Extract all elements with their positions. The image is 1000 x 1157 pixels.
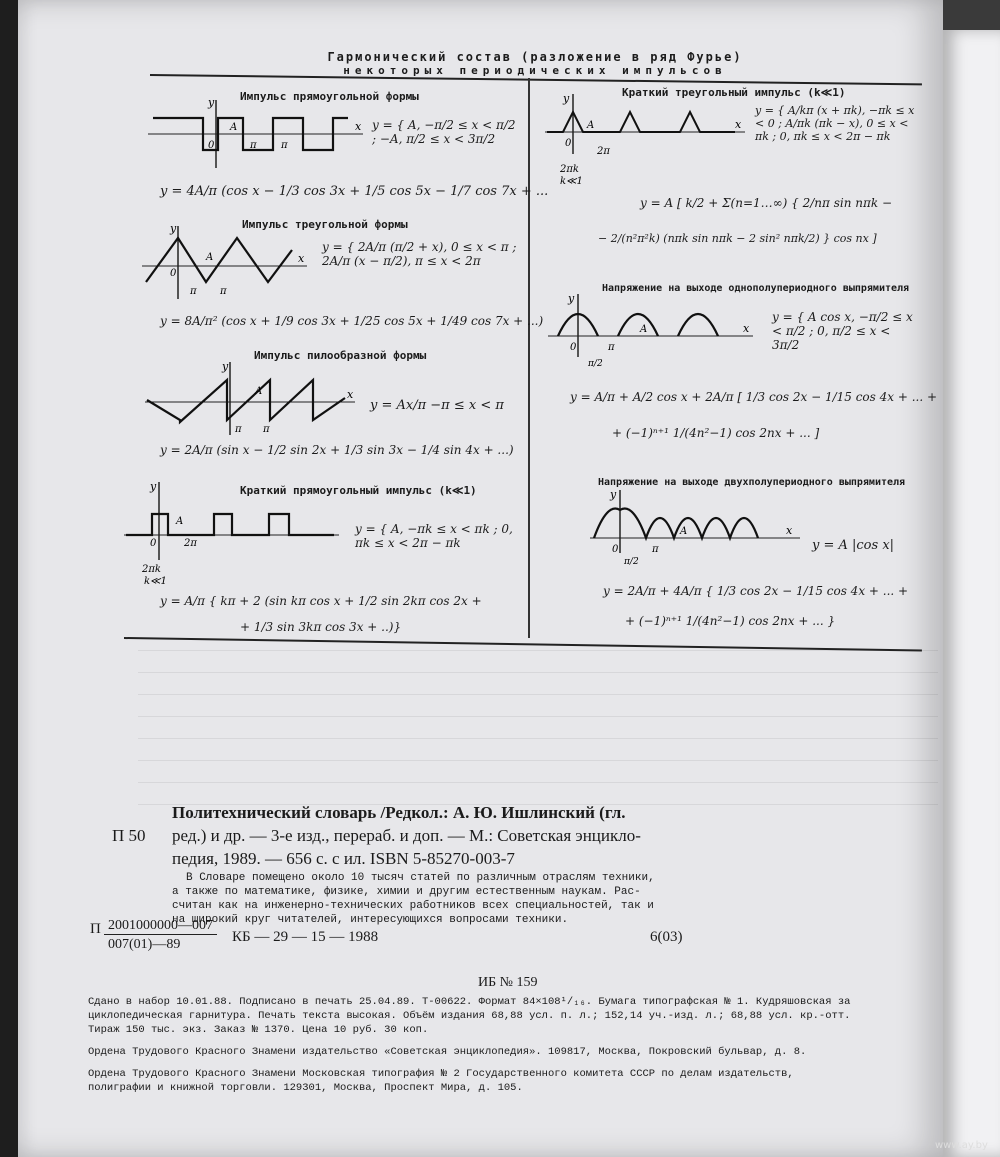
period-label: π [608,342,615,353]
period-label: 2π [597,146,610,157]
formula-series-half-wave-1: y = A/π + A/2 cos x + 2A/π [ 1/3 cos 2x − 1/15 cos 4x + ... + [570,390,938,404]
amplitude-label: A [206,252,214,263]
printer-line-2: полиграфии и книжной торговли. 129301, Москва, Проспект Мира, д. 105. [88,1082,523,1094]
book-spine-shadow [0,0,18,1157]
graph-rectangular [148,98,368,178]
x-axis-label: x [298,252,305,265]
formula-series-full-wave-2: + (−1)ⁿ⁺¹ 1/(4n²−1) cos 2nx + ... } [625,614,836,628]
section-title-half-wave: Напряжение на выходе однополупериодного выпрямителя [602,283,910,294]
period-label: π [652,544,659,555]
y-axis-label: y [563,92,570,105]
formula-series-triangular: y = 8A/π² (cos x + 1/9 cos 3x + 1/25 cos 5x + 1/49 cos 7x + ...) [160,314,544,328]
formula-series-half-wave-2: + (−1)ⁿ⁺¹ 1/(4n²−1) cos 2nx + ... ] [612,426,820,440]
formula-def-short-triangular: y = { A/kπ (x + πk), −πk ≤ x < 0 ; A/πk (πk − x), 0 ≤ x < πk ; 0, πk ≤ x < 2π − πk [755,104,915,143]
column-divider [528,78,530,638]
y-axis-label: y [170,224,177,235]
formula-def-triangular: y = { 2A/π (π/2 + x), 0 ≤ x < π ; 2A/π (x − π/2), π ≤ x < 2π [322,240,517,268]
section-title-triangular: Импульс треугольной формы [242,218,408,231]
annotation-line: а также по математике, физике, химии и другим естественным наукам. Рас- [172,886,641,898]
citation-line-2: ред.) и др. — 3-е изд., перераб. и доп. — М.: Советская энцикло- [172,826,641,845]
origin-label: 0 [570,342,577,353]
x-axis-label: x [735,118,742,131]
x-axis-label: x [347,388,354,401]
period-label: π [190,286,197,297]
section-title-sawtooth: Импульс пилообразной формы [254,349,427,362]
period-label: π [263,424,270,435]
print-info-line: Тираж 150 тыс. экз. Заказ № 1370. Цена 10 руб. 30 коп. [88,1024,429,1036]
graph-triangular [142,224,312,304]
formula-def-sawtooth: y = Ax/π −π ≤ x < π [370,398,504,413]
amplitude-label: A [176,516,184,527]
formula-def-half-wave: y = { A cos x, −π/2 ≤ x < π/2 ; 0, π/2 ≤ x < 3π/2 [772,310,913,352]
origin-label: 0 [565,138,572,149]
formula-series-short-rectangular-1: y = A/π { kπ + 2 (sin kπ cos x + 1/2 sin 2kπ cos 2x + [160,594,482,608]
origin-label: 0 [150,538,157,549]
watermark: www.ay.by [935,1140,988,1151]
bleed-through-text [138,650,938,810]
graph-sawtooth [145,360,360,440]
formula-def-full-wave: y = A |cos x| [812,538,895,553]
amplitude-label: A [587,120,595,131]
condition-label: k≪1 [144,576,167,587]
citation-line-3: педия, 1989. — 656 с. с ил. ISBN 5-85270-003-7 [172,849,515,868]
half-period-label: π/2 [588,359,603,369]
classification-code: 6(03) [650,929,683,945]
period-label: π [281,140,288,151]
formula-def-rectangular: y = { A, −π/2 ≤ x < π/2 ; −A, π/2 ≤ x < 3π/2 [372,118,516,146]
publisher-line: Ордена Трудового Красного Знамени издательство «Советская энциклопедия». 109817, Москва, Покровский бульвар, д. 8. [88,1046,807,1058]
formula-series-short-triangular-1: y = A [ k/2 + Σ(n=1…∞) { 2/nπ sin nπk − [640,196,892,210]
annotation-line: на широкий круг читателей, интересующихся вопросами техники. [172,914,569,926]
formula-series-short-rectangular-2: + 1/3 sin 3kπ cos 3x + ..)} [240,620,402,634]
x-axis-label: x [355,120,362,133]
y-axis-label: y [222,360,229,373]
print-info-line: Сдано в набор 10.01.88. Подписано в печать 25.04.89. Т-00622. Формат 84×108¹/₁₆. Бумага типографская № 1. Кудряшовская за [88,996,851,1008]
formula-series-full-wave-1: y = 2A/π + 4A/π { 1/3 cos 2x − 1/15 cos 4x + ... + [603,584,909,598]
kb-code: КБ — 29 — 15 — 1988 [232,929,379,945]
y-axis-label: y [568,292,575,305]
table-title: Гармонический состав (разложение в ряд Фурье) [327,50,743,64]
table-subtitle: некоторых периодических импульсов [343,64,727,77]
section-title-short-triangular: Краткий треугольный импульс (k≪1) [622,86,846,99]
amplitude-label: A [680,526,688,537]
section-title-rectangular: Импульс прямоугольной формы [240,90,419,103]
x-axis-label: x [786,524,793,537]
period-label: π [220,286,227,297]
fraction-numerator: 2001000000—007 [104,918,217,935]
section-title-full-wave: Напряжение на выходе двухполупериодного выпрямителя [598,477,906,488]
origin-label: 0 [208,140,215,151]
period-label: 2π [184,538,197,549]
origin-label: 0 [612,544,619,555]
section-title-short-rectangular: Краткий прямоугольный импульс (k≪1) [240,484,477,497]
formula-def-short-rectangular: y = { A, −πk ≤ x < πk ; 0, πk ≤ x < 2π − πk [355,522,513,550]
condition-label: k≪1 [560,176,583,187]
annotation-line: считан как на инженерно-технических работников всех специальностей, так и [172,900,654,912]
period-label: π [235,424,242,435]
next-page-edge [943,30,1000,1157]
graph-short-triangular [545,92,750,187]
graph-short-rectangular [124,480,344,590]
half-period-label: π/2 [624,557,639,567]
pulse-width-label: 2πk [142,564,161,575]
graph-half-wave [548,292,763,377]
ib-number: ИБ № 159 [478,975,538,990]
amplitude-label: A [640,324,648,335]
amplitude-label: A [230,122,238,133]
y-axis-label: y [208,98,215,109]
formula-series-sawtooth: y = 2A/π (sin x − 1/2 sin 2x + 1/3 sin 3x − 1/4 sin 4x + ...) [160,443,514,457]
udc-code: П 50 [112,826,146,845]
fraction-denominator: 007(01)—89 [108,937,181,952]
formula-series-short-triangular-2: − 2/(n²π²k) (nπk sin nπk − 2 sin² nπk/2) } cos nx ] [598,232,877,245]
graph-full-wave [590,488,805,568]
fraction-prefix: П [90,921,101,937]
y-axis-label: y [610,488,617,501]
pulse-width-label: 2πk [560,164,579,175]
formula-series-rectangular: y = 4A/π (cos x − 1/3 cos 3x + 1/5 cos 5x − 1/7 cos 7x + ... [160,184,549,199]
printer-line-1: Ордена Трудового Красного Знамени Московская типография № 2 Государственного комитета СССР по делам издательств, [88,1068,794,1080]
y-axis-label: y [150,480,157,493]
amplitude-label: A [255,386,263,397]
citation-line-1: Политехнический словарь /Редкол.: А. Ю. Ишлинский (гл. [172,803,626,822]
origin-label: 0 [170,268,177,279]
period-label: π [250,140,257,151]
annotation-line: В Словаре помещено около 10 тысяч статей по различным отраслям техники, [186,872,655,884]
print-info-line: циклопедическая гарнитура. Печать текста высокая. Объём издания 68,88 усл. п. л.; 152,14 уч.-изд. л.; 68,88 усл. кр.-отт. [88,1010,851,1022]
x-axis-label: x [743,322,750,335]
